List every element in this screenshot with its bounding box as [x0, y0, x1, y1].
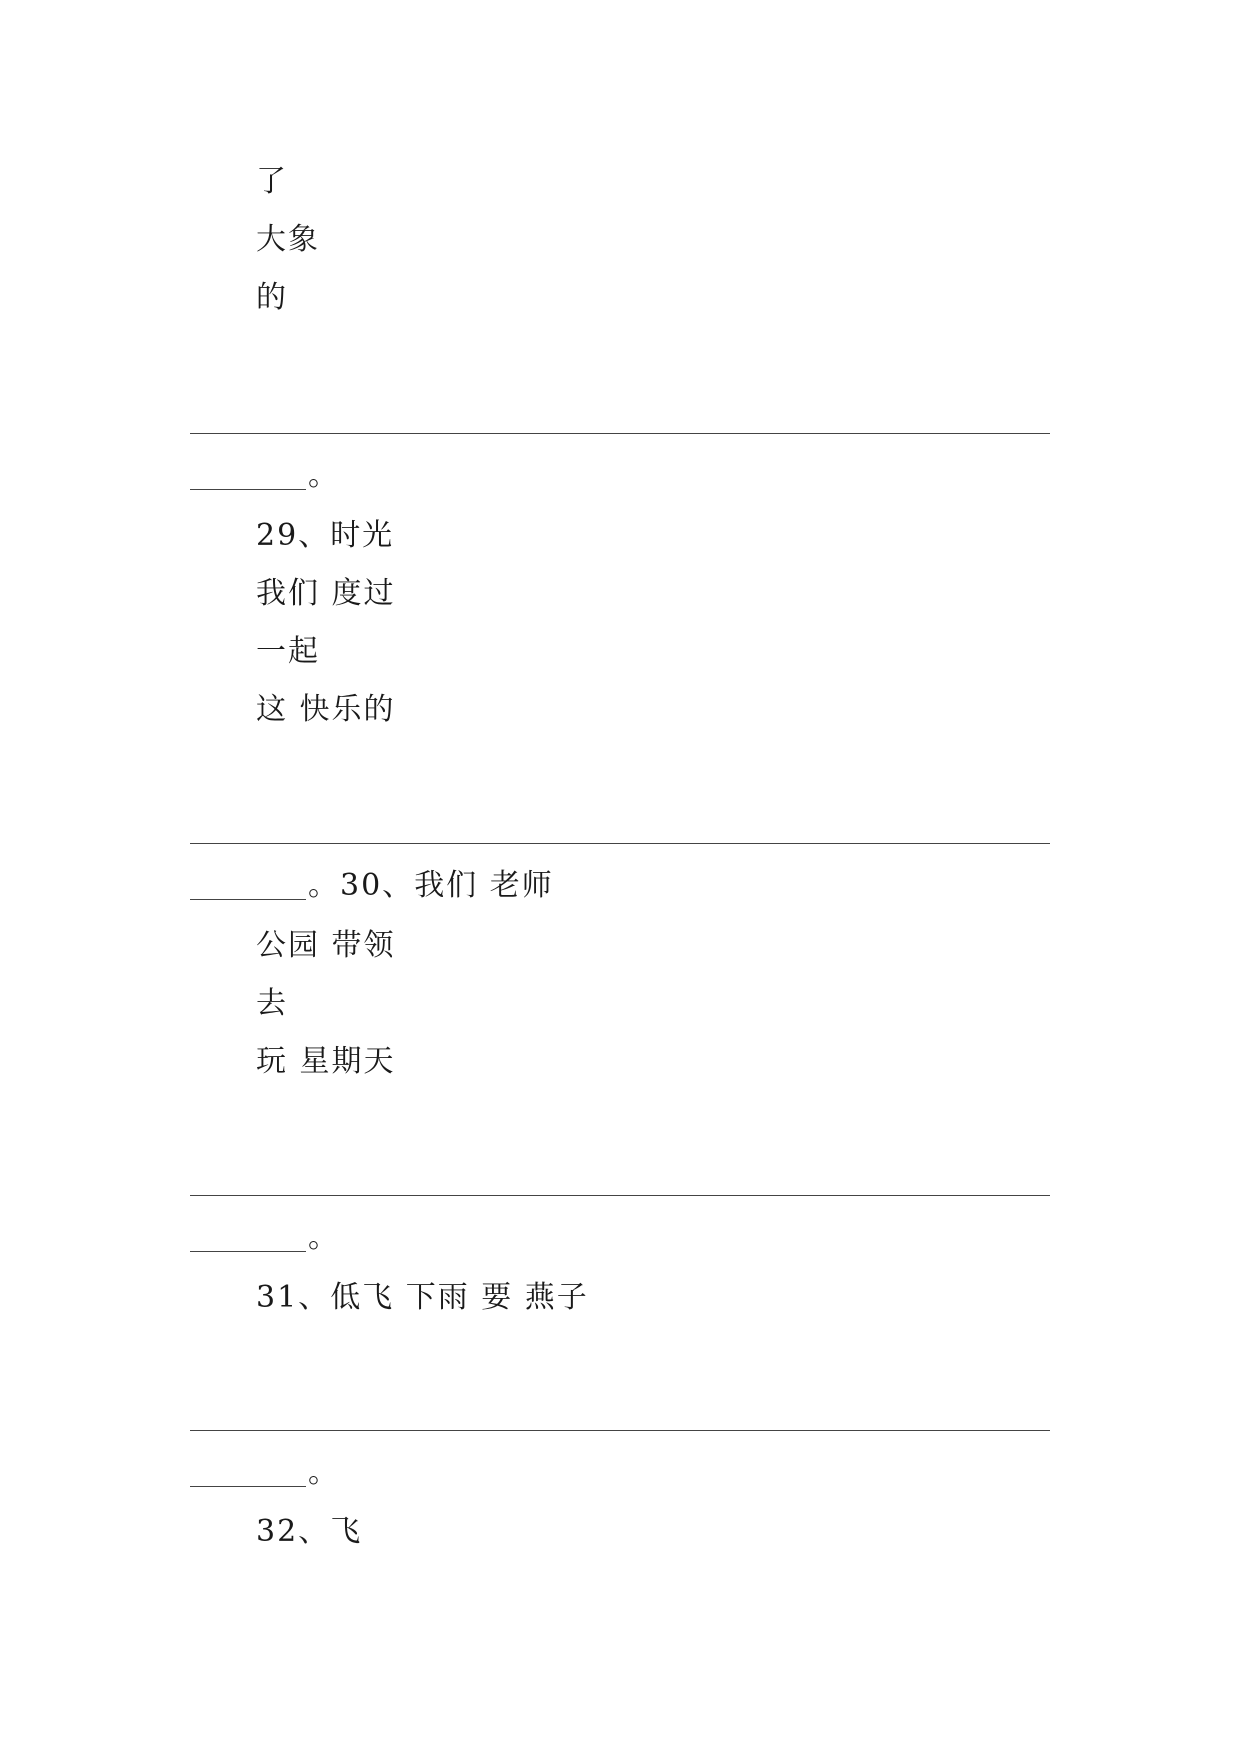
answer-line-end: [190, 1455, 340, 1491]
word-group: 玩 星期天: [256, 1044, 396, 1079]
period-mark: 。: [308, 1455, 340, 1490]
word-group: 飞: [330, 1514, 363, 1549]
question-number: 32、: [256, 1514, 331, 1549]
question-31: [256, 1280, 589, 1316]
question-32: [256, 1514, 362, 1550]
word-group: 这 快乐的: [256, 692, 396, 727]
answer-line-end: [190, 1220, 340, 1256]
answer-line-end: [190, 458, 340, 494]
answer-line-short: [190, 1251, 306, 1252]
word-group: 一起: [256, 634, 320, 669]
answer-line: [190, 433, 1050, 434]
answer-line: [190, 1430, 1050, 1431]
word-group: 时光: [330, 518, 395, 553]
period-mark: 。: [308, 868, 340, 903]
answer-line-short: [190, 899, 306, 900]
word-fragment: 了: [256, 164, 288, 199]
question-number: 30、: [340, 868, 415, 903]
period-mark: 。: [308, 458, 340, 493]
answer-line-short: [190, 1486, 306, 1487]
answer-line-short: [190, 489, 306, 490]
question-number: 29、: [256, 518, 331, 553]
word-group: 低飞 下雨 要 燕子: [330, 1280, 589, 1315]
answer-line: [190, 843, 1050, 844]
word-fragment: 大象: [256, 222, 320, 257]
word-group: 我们 老师: [414, 868, 554, 903]
question-number: 31、: [256, 1280, 331, 1315]
answer-line: [190, 1195, 1050, 1196]
word-fragment: 的: [256, 280, 288, 315]
word-group: 公园 带领: [256, 928, 396, 963]
word-group: 我们 度过: [256, 576, 396, 611]
word-group: 去: [256, 986, 288, 1021]
question-29: [256, 518, 394, 554]
answer-line-end: [190, 868, 554, 904]
period-mark: 。: [308, 1220, 340, 1255]
